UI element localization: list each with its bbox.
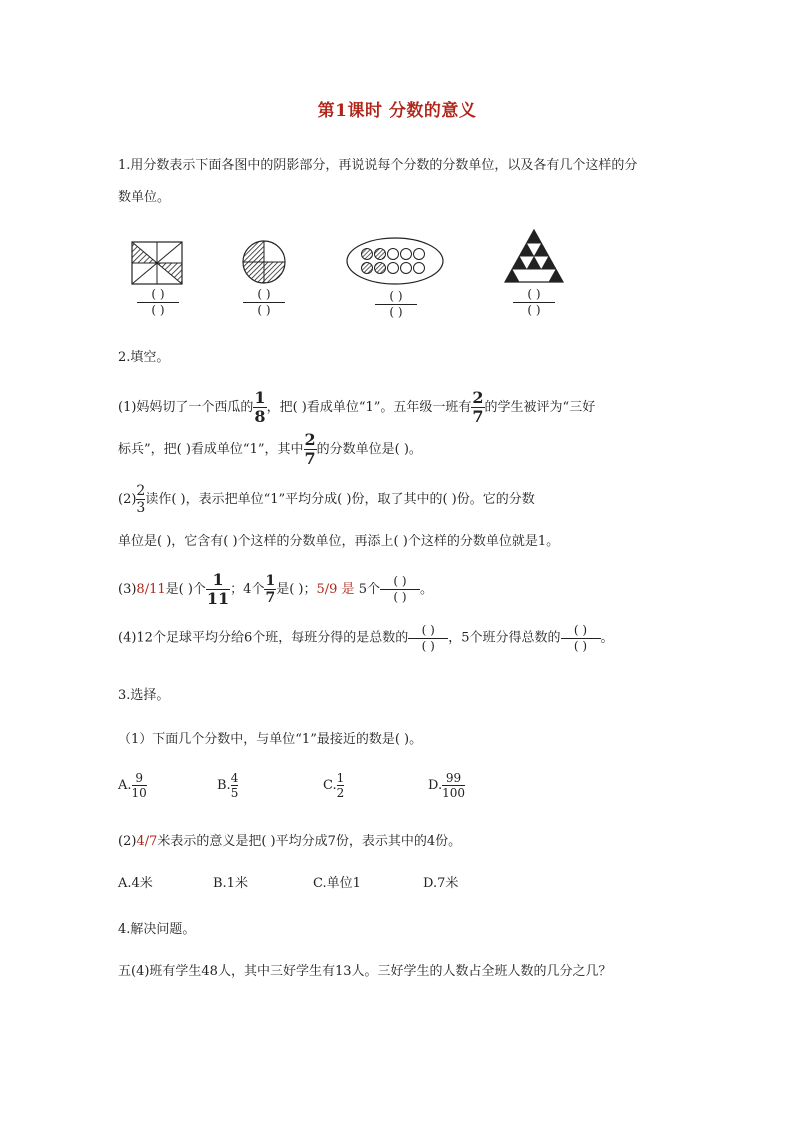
square-figure bbox=[131, 241, 183, 285]
q3-p1: （1）下面几个分数中，与单位“1”最接近的数是( )。 bbox=[118, 732, 423, 747]
q2-p4: (4)12个足球平均分给6个班，每班分得的是总数的( ) ( ) ，5个班分得总数的( ) ( ) 。 bbox=[118, 623, 614, 653]
q2-p2-line2: 单位是( )，它含有( )个这样的分数单位，再添上( )个这样的分数单位就是1。 bbox=[118, 534, 560, 549]
q1-text-line1: 1.用分数表示下面各图中的阴影部分，再说说每个分数的分数单位，以及各有几个这样的分 bbox=[118, 158, 638, 173]
q2-p1-line1: (1)妈妈切了一个西瓜的 $\frac{1}{8}$ ，把( )看成单位“1”。五年级一班有 $\frac{2}{7}$ 的学生被评为“三好 bbox=[118, 390, 596, 425]
q2-p3: (3)8/11是( )个 $\frac{1}{11}$ ；4个 $\frac{1}{7}$ 是( )；5/9 是 5个( ) ( ) 。 bbox=[118, 570, 433, 608]
q2-p2-line1: (2) $\frac{2}{3}$ 读作( )，表示把单位“1”平均分成( )份，取了其中的( )份。它的分数 bbox=[118, 484, 535, 515]
q4-heading: 4.解决问题。 bbox=[118, 922, 196, 937]
q3-option2-a[interactable]: A.4米 bbox=[118, 876, 153, 891]
q1-text-line2: 数单位。 bbox=[118, 190, 171, 205]
q3-option-c[interactable]: C. $\frac{1}{2}$ bbox=[323, 771, 345, 800]
q4-text: 五(4)班有学生48人，其中三好学生有13人。三好学生的人数占全班人数的几分之几？ bbox=[118, 964, 612, 979]
q3-option2-c[interactable]: C.单位1 bbox=[313, 876, 361, 891]
q1-fraction-blank-4[interactable]: ( ) ( ) bbox=[513, 288, 555, 316]
q1-fraction-blank-2[interactable]: ( ) ( ) bbox=[243, 288, 285, 316]
page-title: 第1课时 分数的意义 bbox=[317, 101, 477, 121]
q3-heading: 3.选择。 bbox=[118, 688, 170, 703]
q1-fraction-blank-1[interactable]: ( ) ( ) bbox=[137, 288, 179, 316]
q3-p2: (2)4/7米表示的意义是把( )平均分成7份，表示其中的4份。 bbox=[118, 834, 462, 849]
q2-p3-fraction-blank[interactable]: ( ) ( ) bbox=[380, 575, 420, 603]
q2-p4-fraction-blank-2[interactable]: ( ) ( ) bbox=[561, 624, 601, 652]
q2-p4-fraction-blank-1[interactable]: ( ) ( ) bbox=[408, 624, 448, 652]
q3-option-a[interactable]: A. $\frac{9}{10}$ bbox=[118, 771, 147, 800]
q2-p1-line2: 标兵”，把( )看成单位“1”，其中 $\frac{2}{7}$ 的分数单位是( )。 bbox=[118, 430, 422, 468]
q3-option-d[interactable]: D. $\frac{99}{100}$ bbox=[428, 771, 465, 800]
q1-fraction-blank-3[interactable]: ( ) ( ) bbox=[375, 290, 417, 318]
q3-option2-d[interactable]: D.7米 bbox=[423, 876, 459, 891]
q2-heading: 2.填空。 bbox=[118, 350, 170, 365]
q3-option2-b[interactable]: B.1米 bbox=[213, 876, 248, 891]
ellipse-figure bbox=[345, 236, 445, 286]
circle-figure bbox=[241, 239, 287, 285]
triangle-figure bbox=[503, 228, 565, 284]
q3-option-b[interactable]: B. $\frac{4}{5}$ bbox=[217, 771, 239, 800]
